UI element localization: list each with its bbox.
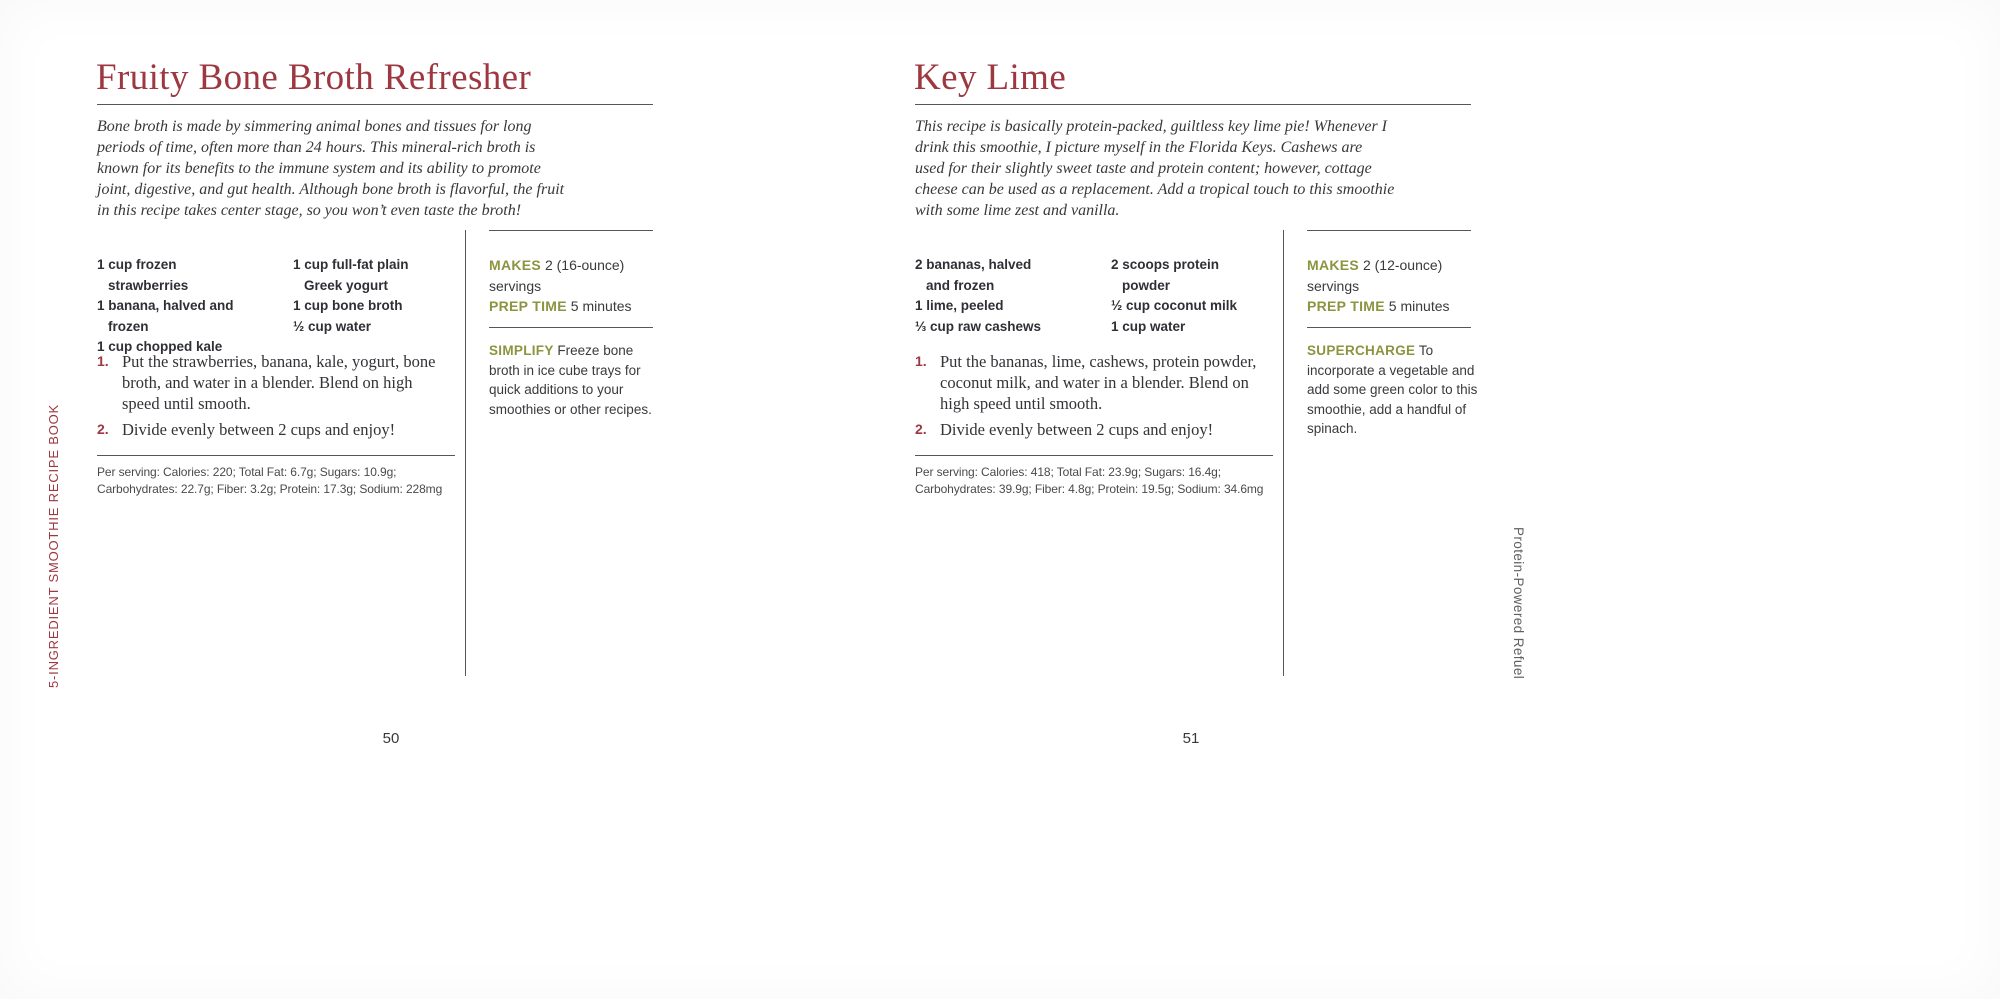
makes-label: MAKES (1307, 257, 1360, 273)
prep-time-line (1307, 296, 1475, 317)
nutrition-divider (97, 455, 455, 456)
step-text: Divide evenly between 2 cups and enjoy! (122, 420, 396, 439)
prep-time-label: PREP TIME (489, 298, 567, 314)
makes-value: 2 (16-ounce) servings (489, 257, 625, 294)
makes-line (489, 255, 657, 296)
ingredient: 1 banana, halved and frozen (97, 298, 234, 334)
prep-time-value: 5 minutes (1388, 298, 1450, 314)
instruction-step (915, 351, 1277, 414)
prep-time-line (489, 296, 657, 317)
step-text: Put the bananas, lime, cashews, protein powder, coconut milk, and water in a blender. Blend on high speed until smooth. (940, 352, 1257, 413)
sidebar-top-rule (1307, 230, 1471, 231)
instruction-step (97, 419, 449, 440)
recipe-intro: This recipe is basically protein-packed, guiltless key lime pie! Whenever I drink this smoothie, I picture myself in the Florida Keys. Cashews are used for their slightly sweet taste and protein content; however, cottage cheese can be used as a replacement. Add a tropical touch to this smoothie with some lime zest and vanilla. (915, 118, 1395, 219)
ingredient: 1 cup full-fat plain Greek yogurt (293, 257, 409, 293)
makes-line (1307, 255, 1475, 296)
ingredient: ½ cup coconut milk (1111, 298, 1238, 313)
instructions-list (97, 351, 449, 445)
ingredients-column-2 (293, 255, 418, 337)
ingredients-column-1 (915, 255, 1047, 337)
step-number: 2. (97, 421, 109, 437)
ingredients-column-1 (97, 255, 255, 358)
tip-text: Freeze bone broth in ice cube trays for quick additions to your smoothies or other recipes. (489, 343, 652, 417)
instructions-list (915, 351, 1277, 445)
prep-time-value: 5 minutes (570, 298, 632, 314)
ingredient: ½ cup water (293, 318, 372, 334)
step-text: Divide evenly between 2 cups and enjoy! (940, 420, 1214, 439)
tip-text: To incorporate a vegetable and add some green color to this smoothie, add a handful of spinach. (1307, 343, 1478, 436)
nutrition-divider (915, 455, 1273, 456)
sidebar-divider (1307, 327, 1471, 328)
sidebar-vertical-rule (1283, 230, 1284, 676)
tip-box (1307, 341, 1479, 439)
instruction-step (97, 351, 449, 414)
ingredient: 2 scoops protein powder (1111, 257, 1220, 293)
left-spine-book-title: 5-INGREDIENT SMOOTHIE RECIPE BOOK (46, 403, 61, 688)
ingredient: 1 cup water (1111, 318, 1186, 334)
page-number: 51 (1182, 730, 1200, 747)
title-divider (915, 104, 1471, 105)
ingredient: 1 cup chopped kale (97, 339, 223, 354)
ingredient: 2 bananas, halved and frozen (915, 257, 1032, 293)
tip-label: SUPERCHARGE (1307, 343, 1416, 358)
recipe-title: Key Lime (914, 57, 1067, 98)
step-number: 1. (97, 353, 109, 369)
ingredient: 1 cup frozen strawberries (97, 257, 189, 293)
ingredient: 1 lime, peeled (915, 298, 1004, 313)
nutrition-info: Per serving: Calories: 220; Total Fat: 6.7g; Sugars: 10.9g; Carbohydrates: 22.7g; Fiber: 3.2g; Protein: 17.3g; Sodium: 228mg (97, 465, 443, 496)
nutrition-info: Per serving: Calories: 418; Total Fat: 23.9g; Sugars: 16.4g; Carbohydrates: 39.9g; Fiber: 4.8g; Protein: 19.5g; Sodium: 34.6mg (915, 465, 1264, 496)
step-number: 2. (915, 421, 927, 437)
recipe-title: Fruity Bone Broth Refresher (96, 57, 532, 98)
ingredient: ⅓ cup raw cashews (915, 318, 1042, 334)
step-text: Put the strawberries, banana, kale, yogurt, bone broth, and water in a blender. Blend on high speed until smooth. (122, 352, 436, 413)
recipe-meta-sidebar (1307, 255, 1475, 317)
ingredient: 1 cup bone broth (293, 298, 403, 313)
sidebar-top-rule (489, 230, 653, 231)
makes-value: 2 (12-ounce) servings (1307, 257, 1443, 294)
step-number: 1. (915, 353, 927, 369)
tip-box (489, 341, 661, 419)
sidebar-divider (489, 327, 653, 328)
recipe-meta-sidebar (489, 255, 657, 317)
instruction-step (915, 419, 1277, 440)
sidebar-vertical-rule (465, 230, 466, 676)
prep-time-label: PREP TIME (1307, 298, 1385, 314)
page-number: 50 (382, 730, 400, 747)
tip-label: SIMPLIFY (489, 343, 554, 358)
title-divider (97, 104, 653, 105)
recipe-intro: Bone broth is made by simmering animal bones and tissues for long periods of time, often more than 24 hours. This mineral-rich broth is known for its benefits to the immune system and its ability to promote joint, digestive, and gut health. Although bone broth is flavorful, the fruit in this recipe takes center stage, so you won’t even taste the broth! (97, 118, 565, 219)
ingredients-column-2 (1111, 255, 1263, 337)
right-spine-chapter-title: Protein-Powered Refuel (1511, 527, 1526, 680)
makes-label: MAKES (489, 257, 542, 273)
